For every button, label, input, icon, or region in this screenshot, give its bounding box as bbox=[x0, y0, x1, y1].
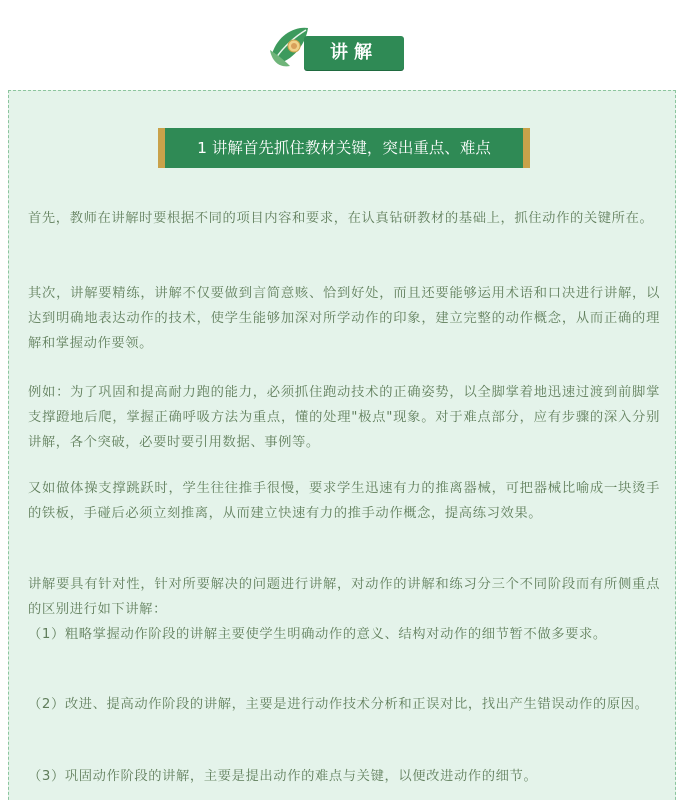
paragraph-stage-2: （2）改进、提高动作阶段的讲解，主要是进行动作技术分析和正误对比，找出产生错误动作的原因。 bbox=[28, 697, 649, 712]
paragraph-intro: 首先，教师在讲解时要根据不同的项目内容和要求，在认真钻研教材的基础上，抓住动作的关键所在。 bbox=[28, 211, 654, 226]
paragraph-example-gymnastics: 又如做体操支撑跳跃时，学生往往推手很慢，要求学生迅速有力的推离器械，可把器械比喻成一块烫手的铁板，手碰后必须立刻推离，从而建立快速有力的推手动作概念，提高练习效果。 bbox=[28, 481, 660, 521]
section-header bbox=[0, 22, 686, 74]
paragraph-stage-3: （3）巩固动作阶段的讲解，主要是提出动作的难点与关键，以便改进动作的细节。 bbox=[28, 769, 538, 784]
paragraph-example-running: 例如：为了巩固和提高耐力跑的能力，必须抓住跑动技术的正确姿势，以全脚掌着地迅速过渡到前脚掌支撑蹬地后爬，掌握正确呼吸方法为重点，懂的处理"极点"现象。对于难点部分，应有步骤的深入分别讲解，各个突破，必要时要引用数据、事例等。 bbox=[28, 385, 660, 450]
section-title-bar bbox=[158, 128, 530, 168]
section-title: 1 讲解首先抓住教材关键，突出重点、难点 bbox=[197, 139, 491, 157]
paragraph-stage-1: （1）粗略掌握动作阶段的讲解主要使学生明确动作的意义、结构对动作的细节暂不做多要求。 bbox=[28, 627, 607, 642]
header-title: 讲解 bbox=[330, 42, 378, 63]
paragraph-conciseness: 其次，讲解要精练，讲解不仅要做到言简意赅、恰到好处，而且还要能够运用术语和口决进行讲解，以达到明确地表达动作的技术，使学生能够加深对所学动作的印象，建立完整的动作概念，从而正确的理解和掌握动作要领。 bbox=[28, 286, 660, 351]
paragraph-targeted: 讲解要具有针对性，针对所要解决的问题进行讲解，对动作的讲解和练习分三个不同阶段而有所侧重点的区别进行如下讲解： bbox=[28, 577, 660, 617]
